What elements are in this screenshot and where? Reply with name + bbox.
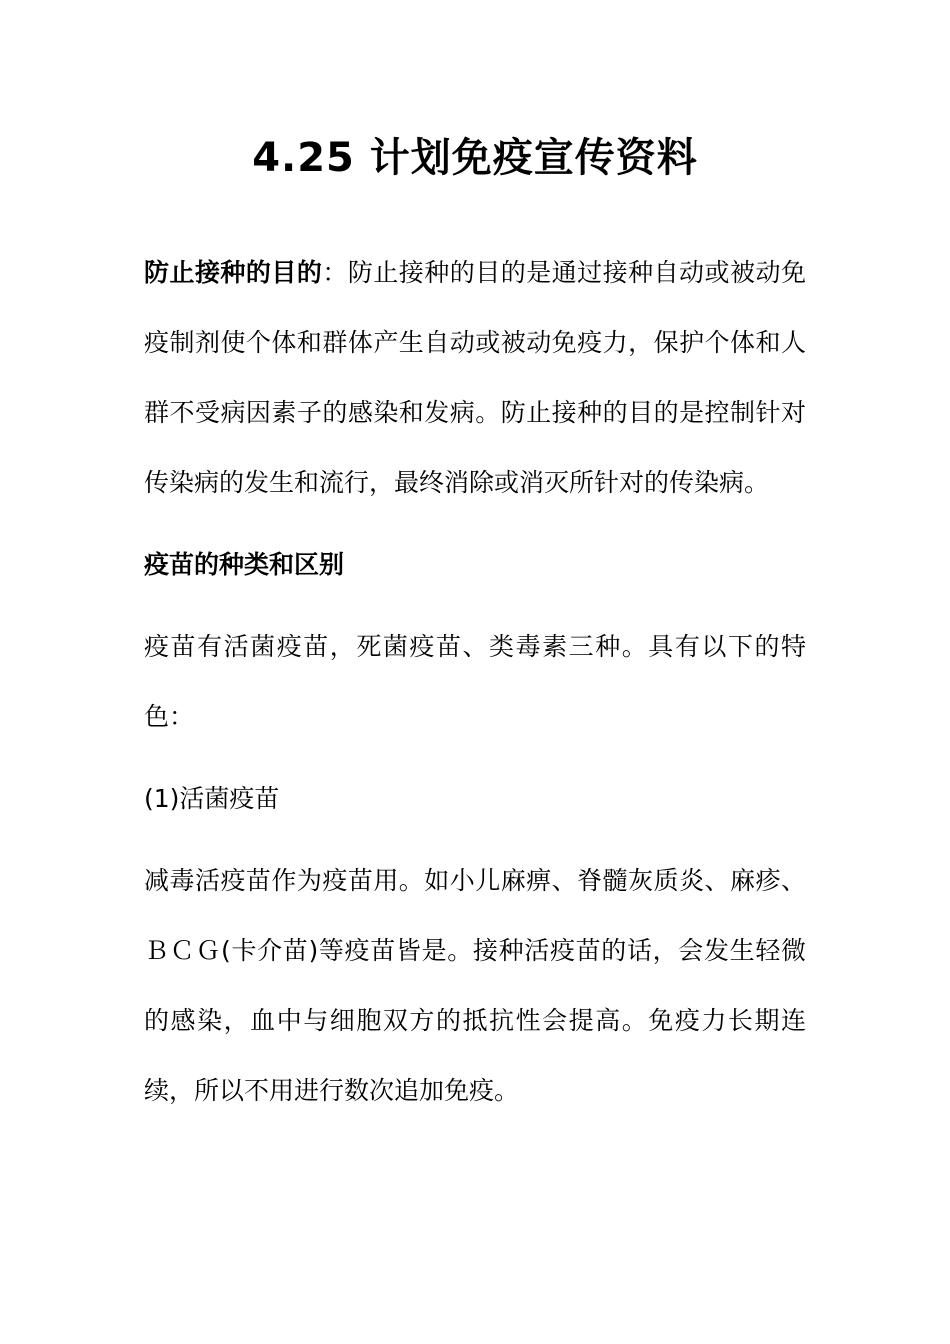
live-vaccine-paragraph: 减毒活疫苗作为疫苗用。如小儿麻痹、脊髓灰质炎、麻疹、ＢＣＧ(卡介苗)等疫苗皆是。接种活疫苗的话，会发生轻微的感染，血中与细胞双方的抵抗性会提高。免疫力长期连续，所以不用进行数次追加免疫。 — [144, 866, 806, 1105]
intro-paragraph — [144, 238, 806, 518]
intro-lead: 防止接种的目的 — [144, 258, 323, 287]
document-body — [144, 238, 806, 1126]
spacer — [144, 752, 806, 764]
spacer — [144, 834, 806, 846]
spacer — [144, 600, 806, 612]
intro-text: 防止接种的目的是通过接种自动或被动免疫制剂使个体和群体产生自动或被动免疫力，保护个体和人群不受病因素子的感染和发病。防止接种的目的是控制针对传染病的发生和流行，最终消除或消灭所针对的传染病。 — [144, 258, 806, 497]
section-heading: 疫苗的种类和区别 — [144, 550, 345, 579]
intro-separator: ： — [322, 258, 348, 287]
spacer — [144, 518, 806, 530]
types-paragraph: 疫苗有活菌疫苗，死菌疫苗、类毒素三种。具有以下的特色： — [144, 632, 806, 731]
subheading-live-vaccine: (1)活菌疫苗 — [144, 784, 280, 813]
document-title: 4.25 计划免疫宣传资料 — [252, 135, 698, 181]
